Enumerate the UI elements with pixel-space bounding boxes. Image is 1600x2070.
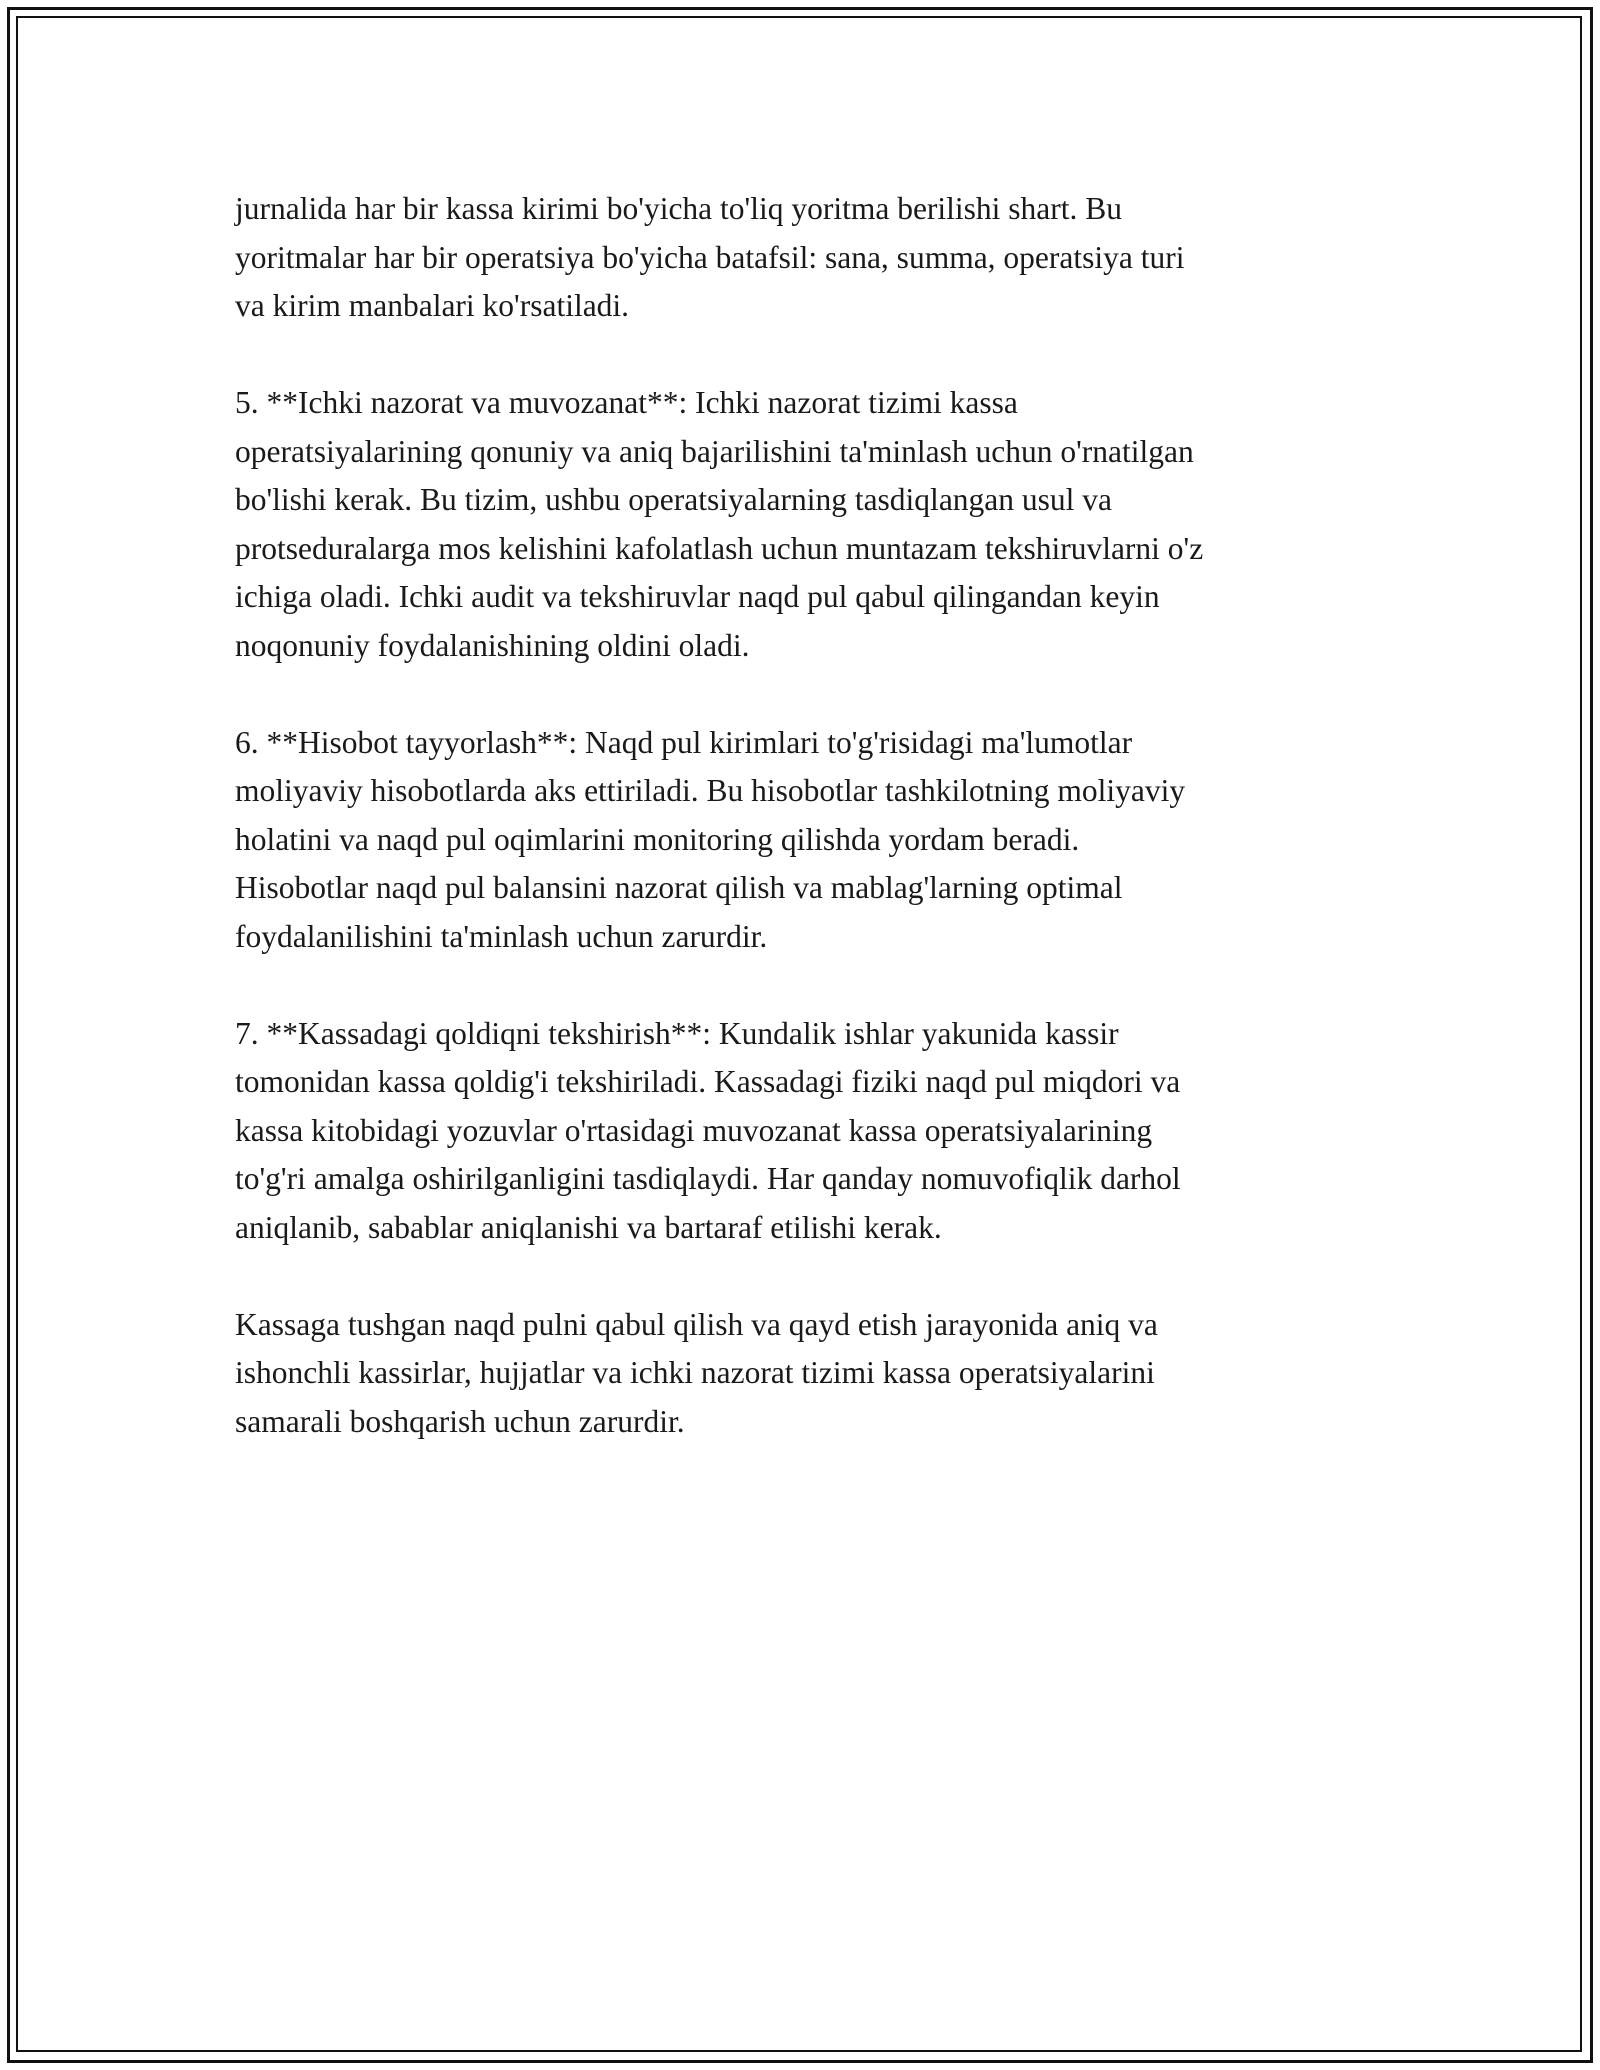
text-line: yoritmalar har bir operatsiya bo'yicha batafsil: sana, summa, operatsiya turi (235, 239, 1185, 275)
paragraph-item-7-cash-balance-check (235, 1010, 1385, 1253)
text-line: kassa kitobidagi yozuvlar o'rtasidagi muvozanat kassa operatsiyalarining (235, 1112, 1153, 1148)
text-line: aniqlanib, sabablar aniqlanishi va bartaraf etilishi kerak. (235, 1209, 942, 1245)
text-line: jurnalida har bir kassa kirimi bo'yicha to'liq yoritma berilishi shart. Bu (235, 191, 1123, 226)
text-line: foydalanilishini ta'minlash uchun zarurdir. (235, 918, 768, 954)
text-line: moliyaviy hisobotlarda aks ettiriladi. Bu hisobotlar tashkilotning moliyaviy (235, 773, 1186, 808)
text-line: bo'lishi kerak. Bu tizim, ushbu operatsiyalarning tasdiqlangan usul va (235, 482, 1113, 517)
text-line: va kirim manbalari ko'rsatiladi. (235, 288, 630, 323)
text-line: Kassaga tushgan naqd pulni qabul qilish va qayd etish jarayonida aniq va (235, 1306, 1158, 1342)
text-line: ishonchli kassirlar, hujjatlar va ichki nazorat tizimi kassa operatsiyalarini (235, 1355, 1155, 1390)
text-line: 7. **Kassadagi qoldiqni tekshirish**: Kundalik ishlar yakunida kassir (235, 1015, 1119, 1051)
paragraph-journal-continuation (235, 185, 1385, 331)
text-line: samarali boshqarish uchun zarurdir. (235, 1403, 685, 1439)
paragraph-item-5-internal-control (235, 379, 1385, 670)
text-line: 6. **Hisobot tayyorlash**: Naqd pul kirimlari to'g'risidagi ma'lumotlar (235, 724, 1133, 760)
paragraph-conclusion (235, 1301, 1385, 1447)
text-line: to'g'ri amalga oshirilganligini tasdiqlaydi. Har qanday nomuvofiqlik darhol (235, 1161, 1181, 1196)
text-line: ichiga oladi. Ichki audit va tekshiruvlar naqd pul qabul qilingandan keyin (235, 579, 1160, 614)
text-line: 5. **Ichki nazorat va muvozanat**: Ichki nazorat tizimi kassa (235, 385, 1018, 420)
text-line: noqonuniy foydalanishining oldini oladi. (235, 627, 750, 663)
document-body (235, 185, 1385, 1495)
text-line: protseduralarga mos kelishini kafolatlash uchun muntazam tekshiruvlarni o'z (235, 530, 1204, 566)
text-line: holatini va naqd pul oqimlarini monitoring qilishda yordam beradi. (235, 821, 1080, 857)
text-line: tomonidan kassa qoldig'i tekshiriladi. Kassadagi fiziki naqd pul miqdori va (235, 1064, 1181, 1099)
text-line: operatsiyalarining qonuniy va aniq bajarilishini ta'minlash uchun o'rnatilgan (235, 433, 1194, 469)
text-line: Hisobotlar naqd pul balansini nazorat qilish va mablag'larning optimal (235, 870, 1123, 905)
paragraph-item-6-reporting (235, 719, 1385, 962)
